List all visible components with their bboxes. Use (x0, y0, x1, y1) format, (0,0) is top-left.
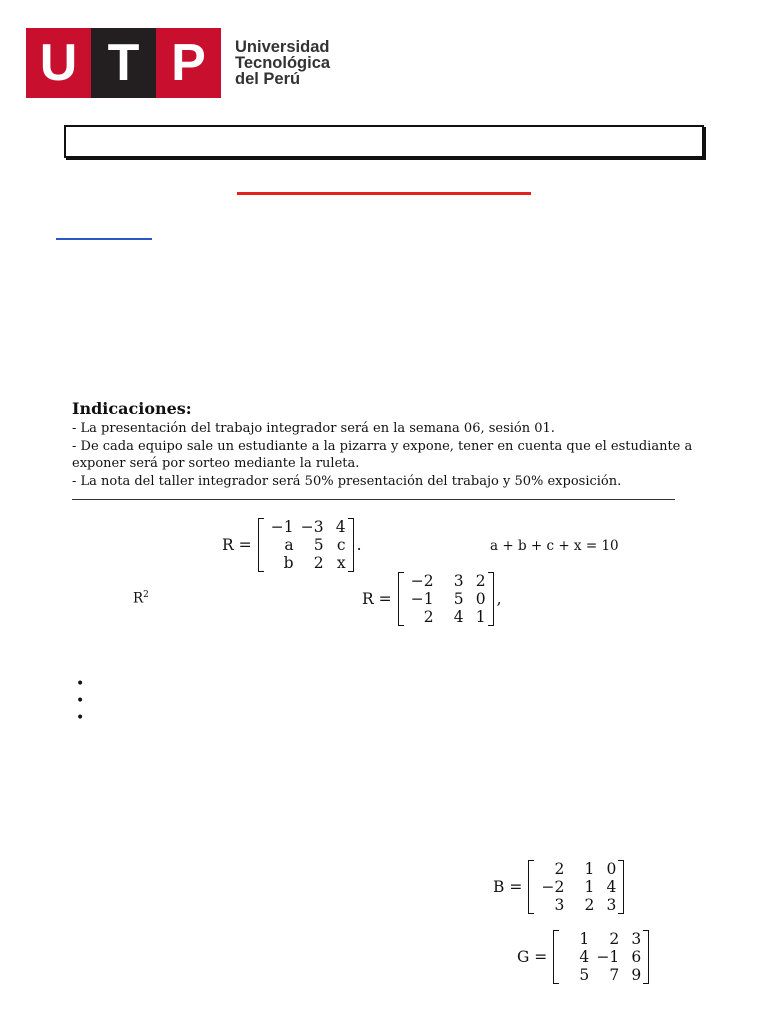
r-squared-label (133, 590, 149, 607)
logo-letter-t: T (91, 28, 156, 98)
matrix-g (517, 930, 649, 984)
indicacion-line-3: exponer será por sorteo mediante la ruleta. (72, 456, 360, 471)
matrix-cell: b (283, 554, 294, 572)
utp-logo (26, 28, 345, 98)
matrix-cell: −1 (270, 518, 294, 536)
right-bracket (643, 930, 649, 984)
logo-letter-p: P (156, 28, 221, 98)
matrix-grid (559, 930, 643, 984)
sum-equation: a + b + c + x = 10 (490, 538, 619, 554)
indicacion-line-1: - La presentación del trabajo integrador será en la semana 06, sesión 01. (72, 421, 555, 436)
matrix-cell: 5 (579, 966, 590, 984)
matrix-label: B = (493, 878, 523, 896)
matrix-cell: 1 (475, 608, 486, 626)
matrix-cell: 2 (313, 554, 324, 572)
matrix-brackets (528, 860, 624, 914)
logo-line-3: del Perú (235, 70, 301, 88)
indicaciones-title: Indicaciones: (72, 399, 192, 418)
matrix-cell: 3 (606, 896, 617, 914)
matrix-cell: 6 (631, 948, 642, 966)
matrix-cell: 2 (423, 608, 434, 626)
matrix-label: G = (517, 948, 548, 966)
matrix-cell: −2 (410, 572, 434, 590)
matrix-r-2 (362, 572, 502, 626)
matrix-cell: 5 (313, 536, 324, 554)
matrix-r-1 (222, 518, 362, 572)
matrix-cell: 2 (554, 860, 565, 878)
horizontal-rule (72, 499, 675, 500)
blue-underline (56, 238, 152, 240)
matrix-grid (404, 572, 488, 626)
bullet-item-3: • (76, 710, 85, 726)
right-bracket (618, 860, 624, 914)
matrix-cell: 3 (453, 572, 464, 590)
matrix-cell: 9 (631, 966, 642, 984)
bullet-list (76, 676, 84, 727)
matrix-cell: −1 (596, 948, 620, 966)
matrix-punctuation: . (356, 536, 362, 554)
matrix-cell: 3 (554, 896, 565, 914)
matrix-cell: 4 (335, 518, 346, 536)
r-squared-exponent: 2 (143, 590, 149, 600)
indicaciones-section (72, 398, 692, 490)
r-squared-base: R (133, 590, 144, 607)
matrix-cell: x (336, 554, 346, 572)
matrix-b (493, 860, 624, 914)
matrix-cell: 4 (606, 878, 617, 896)
matrix-cell: 5 (453, 590, 464, 608)
matrix-cell: 3 (631, 930, 642, 948)
indicacion-line-4: - La nota del taller integrador será 50% presentación del trabajo y 50% exposición. (72, 473, 622, 489)
matrix-grid (264, 518, 348, 572)
logo-mark (26, 28, 221, 98)
matrix-cell: −1 (410, 590, 434, 608)
matrix-cell: 0 (475, 590, 486, 608)
matrix-label: R = (362, 590, 392, 608)
logo-letter-u: U (26, 28, 91, 98)
title-box (64, 125, 704, 158)
matrix-cell: 2 (475, 572, 486, 590)
right-bracket (488, 572, 494, 626)
matrix-cell: a (284, 536, 294, 554)
matrix-cell: 7 (609, 966, 620, 984)
matrix-brackets (258, 518, 354, 572)
logo-line-2: Tecnológica (235, 54, 331, 72)
matrix-cell: 0 (606, 860, 617, 878)
matrix-cell: 4 (453, 608, 464, 626)
matrix-label: R = (222, 536, 252, 554)
logo-wordmark (235, 39, 345, 87)
matrix-punctuation: , (496, 590, 502, 608)
matrix-cell: 1 (579, 930, 590, 948)
bullet-item-1: • (76, 676, 85, 692)
indicacion-line-2: - De cada equipo sale un estudiante a la pizarra y expone, tener en cuenta que el estudiante a (72, 438, 693, 454)
matrix-grid (534, 860, 618, 914)
matrix-cell: 1 (584, 878, 595, 896)
matrix-brackets (553, 930, 649, 984)
matrix-cell: 1 (584, 860, 595, 878)
matrix-brackets (398, 572, 494, 626)
matrix-cell: −2 (541, 878, 565, 896)
red-divider (237, 192, 531, 195)
matrix-cell: 2 (584, 896, 595, 914)
logo-line-1: Universidad (235, 38, 330, 56)
matrix-cell: 2 (609, 930, 620, 948)
right-bracket (348, 518, 354, 572)
matrix-cell: c (336, 536, 346, 554)
matrix-cell: 4 (579, 948, 590, 966)
matrix-cell: −3 (300, 518, 324, 536)
bullet-item-2: • (76, 693, 85, 709)
